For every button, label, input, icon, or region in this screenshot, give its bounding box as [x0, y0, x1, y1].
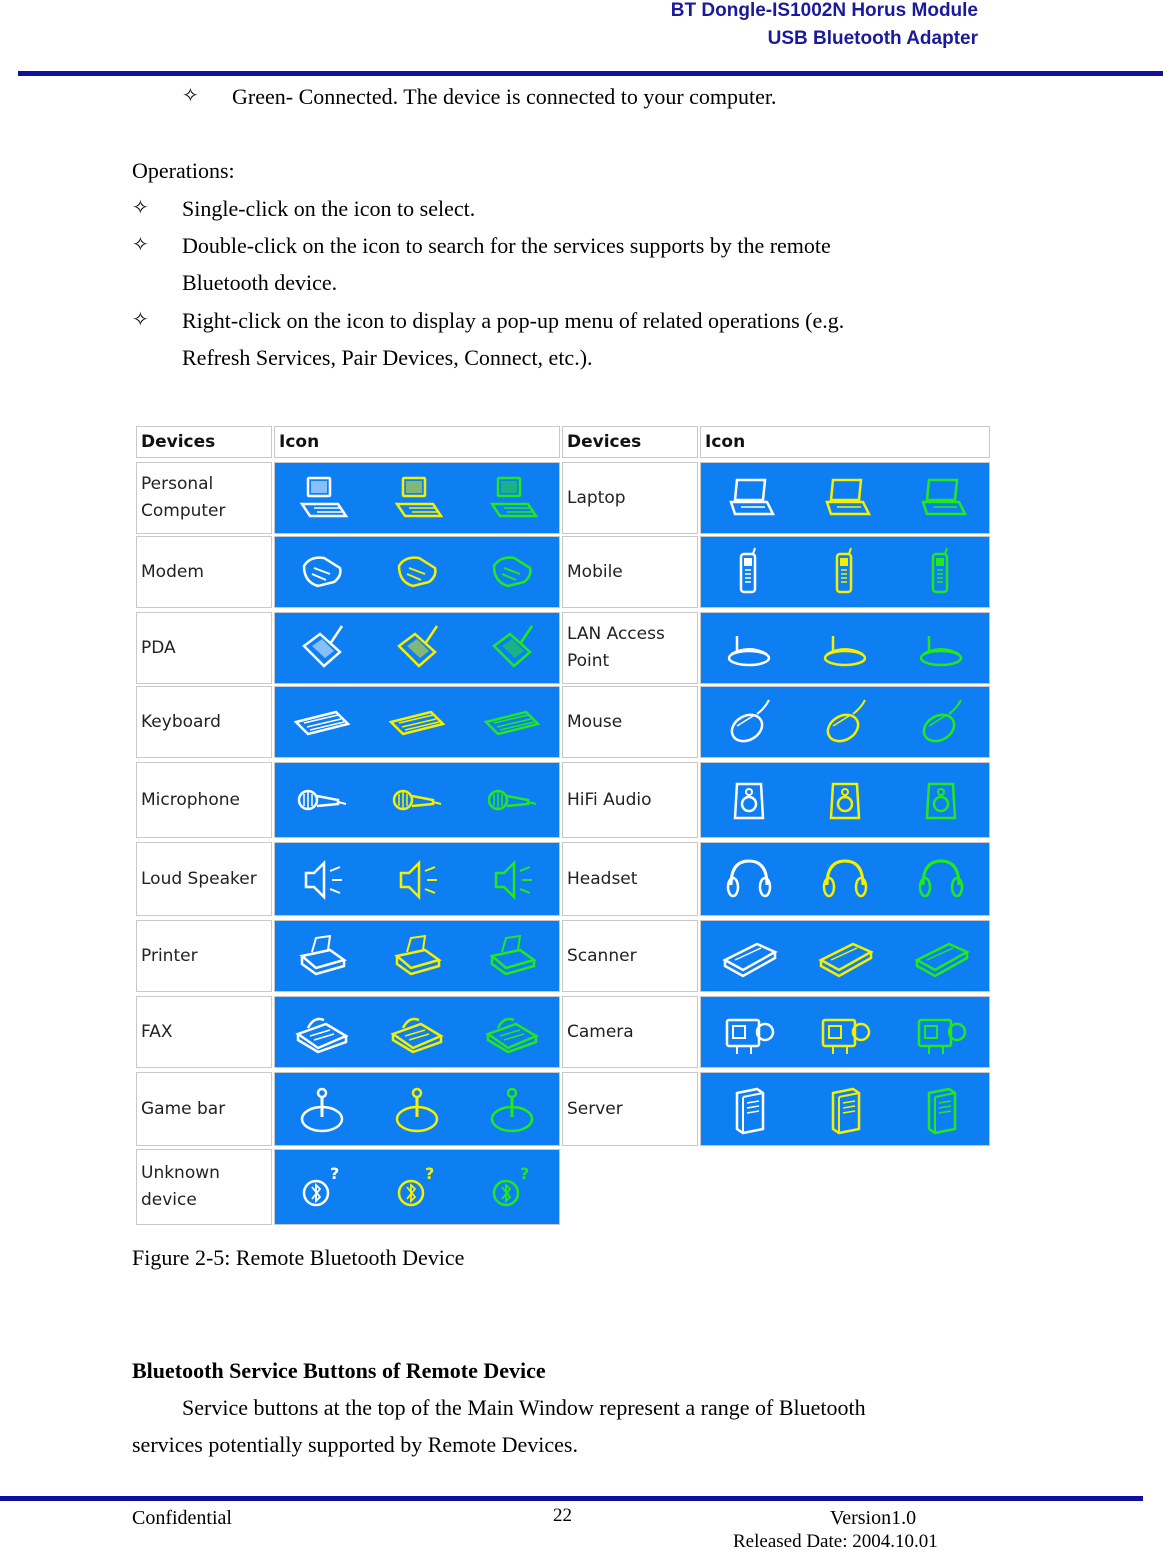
headset-icon — [717, 853, 781, 905]
modem-icon — [480, 546, 544, 598]
laptop-icon — [909, 472, 973, 524]
unknown-device-icon-cell — [274, 1149, 560, 1225]
speaker-icon — [385, 853, 449, 905]
device-label-cell — [562, 762, 698, 838]
keyboard-icon — [385, 696, 449, 748]
hifi-audio-icon — [813, 774, 877, 826]
printer-icon-cell — [274, 920, 560, 992]
device-label: Microphone — [141, 789, 240, 810]
device-label: Camera — [567, 1021, 634, 1042]
device-label-cell — [562, 462, 698, 534]
device-label-cell — [562, 1072, 698, 1146]
mouse-icon — [813, 696, 877, 748]
section-title: Bluetooth Service Buttons of Remote Device — [132, 1358, 546, 1383]
device-label-line2: device — [141, 1190, 197, 1210]
operations-heading: Operations: — [132, 158, 235, 183]
pda-icon-cell — [274, 612, 560, 684]
header-subtitle: USB Bluetooth Adapter — [767, 28, 978, 49]
footer-released-date: Released Date: 2004.10.01 — [733, 1531, 938, 1552]
device-label-cell — [136, 762, 272, 838]
device-label: Printer — [141, 945, 198, 966]
joystick-icon — [480, 1083, 544, 1135]
printer-icon — [480, 930, 544, 982]
headset-icon — [813, 853, 877, 905]
pda-icon — [290, 622, 354, 674]
table-column-header: Icon — [700, 426, 990, 458]
microphone-icon — [290, 774, 354, 826]
device-icon-table — [132, 422, 994, 1230]
bullet-diamond-icon: ✧ — [182, 85, 199, 107]
svg-text:?: ? — [424, 1164, 435, 1183]
hifi-audio-icon-cell — [700, 762, 990, 838]
joystick-icon — [385, 1083, 449, 1135]
device-label-cell — [562, 686, 698, 758]
bullet-diamond-icon: ✧ — [132, 197, 149, 219]
device-label-cell — [562, 612, 698, 684]
device-label: Modem — [141, 561, 204, 582]
device-label: FAX — [141, 1021, 173, 1042]
headset-icon-cell — [700, 842, 990, 916]
unknown-device-icon — [290, 1161, 354, 1213]
mobile-phone-icon — [909, 546, 973, 598]
device-label: Laptop — [567, 487, 626, 508]
device-label-cell — [136, 996, 272, 1068]
operation-item: Single-click on the icon to select. — [182, 196, 476, 221]
keyboard-icon — [290, 696, 354, 748]
unknown-device-icon — [385, 1161, 449, 1213]
device-label-cell — [136, 920, 272, 992]
lan-access-point-icon — [909, 622, 973, 674]
device-label-cell — [136, 1072, 272, 1146]
mouse-icon-cell — [700, 686, 990, 758]
device-label: Game bar — [141, 1098, 226, 1119]
hifi-audio-icon — [717, 774, 781, 826]
camera-icon-cell — [700, 996, 990, 1068]
server-icon — [717, 1083, 781, 1135]
bullet-diamond-icon: ✧ — [132, 234, 149, 256]
computer-icon-cell — [274, 462, 560, 534]
lan-access-point-icon — [717, 622, 781, 674]
server-icon — [909, 1083, 973, 1135]
table-column-header: Icon — [274, 426, 560, 458]
microphone-icon-cell — [274, 762, 560, 838]
mouse-icon — [909, 696, 973, 748]
device-label: Server — [567, 1098, 623, 1119]
joystick-icon-cell — [274, 1072, 560, 1146]
operation-item-cont: Bluetooth device. — [182, 270, 338, 295]
fax-icon — [385, 1006, 449, 1058]
device-label-cell — [136, 842, 272, 916]
keyboard-icon — [480, 696, 544, 748]
scanner-icon — [909, 930, 973, 982]
mobile-phone-icon-cell — [700, 536, 990, 608]
camera-icon — [909, 1006, 973, 1058]
speaker-icon — [480, 853, 544, 905]
device-label-cell — [136, 1149, 272, 1225]
fax-icon — [290, 1006, 354, 1058]
table-column-header: Devices — [562, 426, 698, 458]
fax-icon-cell — [274, 996, 560, 1068]
table-column-header: Devices — [136, 426, 272, 458]
modem-icon-cell — [274, 536, 560, 608]
mouse-icon — [717, 696, 781, 748]
device-label: Unknown — [141, 1163, 220, 1183]
operation-item-cont: Refresh Services, Pair Devices, Connect, etc.). — [182, 345, 593, 370]
footer-rule — [0, 1496, 1143, 1501]
device-label: Mobile — [567, 561, 623, 582]
device-label: Loud Speaker — [141, 868, 257, 889]
speaker-icon-cell — [274, 842, 560, 916]
laptop-icon — [717, 472, 781, 524]
device-label-cell — [562, 536, 698, 608]
modem-icon — [290, 546, 354, 598]
device-label-line2: Point — [567, 651, 610, 671]
computer-icon — [480, 472, 544, 524]
headset-icon — [909, 853, 973, 905]
bullet-diamond-icon: ✧ — [132, 309, 149, 331]
lan-access-point-icon — [813, 622, 877, 674]
camera-icon — [717, 1006, 781, 1058]
footer-version: Version1.0 — [830, 1507, 917, 1529]
device-label: Scanner — [567, 945, 637, 966]
printer-icon — [385, 930, 449, 982]
device-label: PDA — [141, 637, 176, 658]
microphone-icon — [480, 774, 544, 826]
unknown-device-icon — [480, 1161, 544, 1213]
camera-icon — [813, 1006, 877, 1058]
section-paragraph: Service buttons at the top of the Main Window represent a range of Bluetooth — [182, 1395, 866, 1420]
svg-text:?: ? — [519, 1164, 529, 1183]
laptop-icon — [813, 472, 877, 524]
device-label: Mouse — [567, 711, 623, 732]
device-label-cell — [136, 686, 272, 758]
speaker-icon — [290, 853, 354, 905]
device-label-cell — [136, 612, 272, 684]
footer-confidential: Confidential — [132, 1507, 232, 1529]
device-label: LAN Access — [567, 624, 665, 644]
hifi-audio-icon — [909, 774, 973, 826]
scanner-icon-cell — [700, 920, 990, 992]
svg-text:?: ? — [330, 1164, 340, 1183]
device-label-line2: Computer — [141, 501, 226, 521]
device-label: Headset — [567, 868, 638, 889]
keyboard-icon-cell — [274, 686, 560, 758]
laptop-icon-cell — [700, 462, 990, 534]
computer-icon — [290, 472, 354, 524]
green-status-line: Green- Connected. The device is connected to your computer. — [232, 84, 777, 109]
header-title: BT Dongle-IS1002N Horus Module — [670, 0, 978, 21]
printer-icon — [290, 930, 354, 982]
modem-icon — [385, 546, 449, 598]
device-label: HiFi Audio — [567, 789, 652, 810]
figure-caption: Figure 2-5: Remote Bluetooth Device — [132, 1245, 465, 1270]
scanner-icon — [717, 930, 781, 982]
pda-icon — [480, 622, 544, 674]
device-label-cell — [136, 536, 272, 608]
device-label-cell — [562, 842, 698, 916]
joystick-icon — [290, 1083, 354, 1135]
server-icon — [813, 1083, 877, 1135]
microphone-icon — [385, 774, 449, 826]
device-label-cell — [562, 996, 698, 1068]
scanner-icon — [813, 930, 877, 982]
operation-item: Right-click on the icon to display a pop-up menu of related operations (e.g. — [182, 308, 845, 333]
device-label: Keyboard — [141, 711, 221, 732]
mobile-phone-icon — [717, 546, 781, 598]
computer-icon — [385, 472, 449, 524]
section-paragraph-cont: services potentially supported by Remote Devices. — [132, 1432, 578, 1457]
mobile-phone-icon — [813, 546, 877, 598]
server-icon-cell — [700, 1072, 990, 1146]
device-label: Personal — [141, 474, 214, 494]
page-number: 22 — [553, 1505, 572, 1526]
pda-icon — [385, 622, 449, 674]
device-label-cell — [562, 920, 698, 992]
operation-item: Double-click on the icon to search for the services supports by the remote — [182, 233, 831, 258]
fax-icon — [480, 1006, 544, 1058]
lan-access-point-icon-cell — [700, 612, 990, 684]
header-rule — [18, 71, 1163, 76]
device-label-cell — [136, 462, 272, 534]
